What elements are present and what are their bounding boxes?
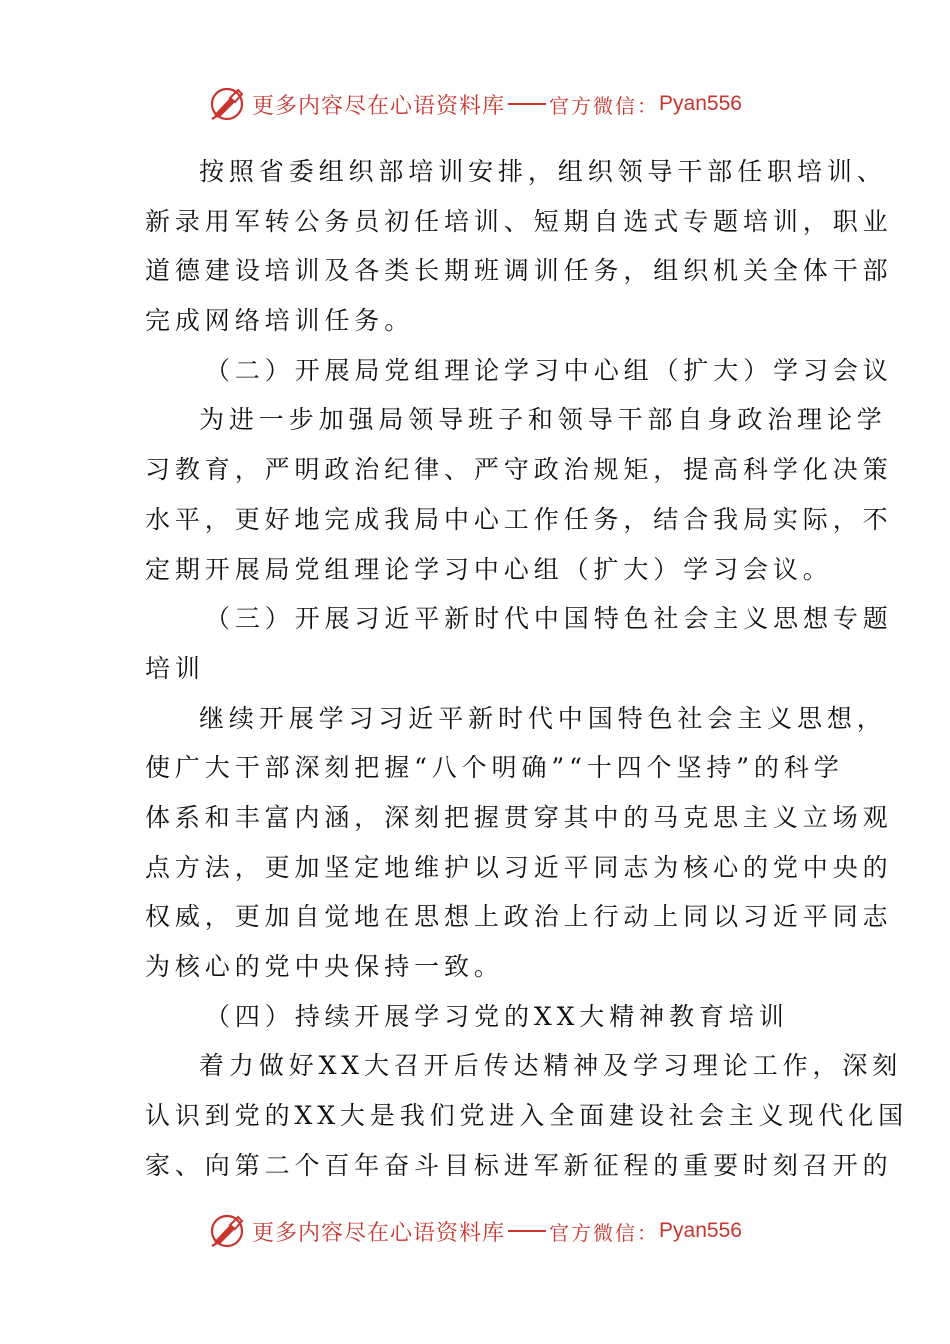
paragraph-line: 道德建设培训及各类长期班调训任务，组织机关全体干部: [145, 256, 893, 286]
paragraph-line: 为进一步加强局领导班子和领导干部自身政治理论学: [199, 405, 887, 435]
header-watermark: [0, 84, 950, 124]
paragraph-line: 为核心的党中央保持一致。: [145, 952, 504, 981]
watermark-site-text: 更多内容尽在心语资料库: [252, 93, 506, 119]
watermark-wechat-id: Pyan556: [659, 1219, 742, 1242]
pen-logo-icon: [208, 1212, 246, 1250]
section-heading-2: （二）开展局党组理论学习中心组（扩大）学习会议: [205, 355, 893, 385]
paragraph-line: 着力做好XX大召开后传达精神及学习理论工作，深刻: [199, 1051, 903, 1081]
watermark-dash: [508, 103, 546, 105]
paragraph-line: 完成网络培训任务。: [145, 306, 415, 336]
paragraph-line: 使广大干部深刻把握“八个明确”“十四个坚持”的科学: [145, 753, 844, 783]
paragraph-line: 权威，更加自觉地在思想上政治上行动上同以习近平同志: [145, 902, 893, 932]
watermark-site-text: 更多内容尽在心语资料库: [252, 1220, 506, 1246]
watermark-wechat-id: Pyan556: [659, 92, 742, 115]
paragraph-line: 新录用军转公务员初任培训、短期自选式专题培训，职业: [145, 206, 893, 236]
watermark-dash: [508, 1230, 546, 1232]
paragraph-line: 继续开展学习习近平新时代中国特色社会主义思想，: [199, 703, 887, 733]
paragraph-line: 定期开展局党组理论学习中心组（扩大）学习会议。: [145, 554, 833, 584]
section-heading-3: （三）开展习近平新时代中国特色社会主义思想专题: [205, 604, 893, 634]
footer-watermark: [0, 1211, 950, 1251]
pen-logo-icon: [208, 85, 246, 123]
paragraph-line: 认识到党的XX大是我们党进入全面建设社会主义现代化国: [145, 1101, 908, 1131]
section-heading-4: （四）持续开展学习党的XX大精神教育培训: [205, 1001, 789, 1031]
section-heading-3-continued: 培训: [145, 653, 205, 683]
watermark-wechat-label: 官方微信：: [549, 1220, 660, 1245]
watermark-wechat-label: 官方微信：: [549, 93, 660, 118]
paragraph-line: 点方法，更加坚定地维护以习近平同志为核心的党中央的: [145, 852, 893, 882]
document-body: [145, 147, 908, 1190]
paragraph-line: 家、向第二个百年奋斗目标进军新征程的重要时刻召开的: [145, 1150, 893, 1180]
paragraph-line: 习教育，严明政治纪律、严守政治规矩，提高科学化决策: [145, 455, 893, 485]
paragraph-line: 水平，更好地完成我局中心工作任务，结合我局实际，不: [145, 504, 893, 534]
paragraph-line: 体系和丰富内涵，深刻把握贯穿其中的马克思主义立场观: [145, 802, 893, 832]
paragraph-line: 按照省委组织部培训安排，组织领导干部任职培训、: [199, 157, 887, 186]
